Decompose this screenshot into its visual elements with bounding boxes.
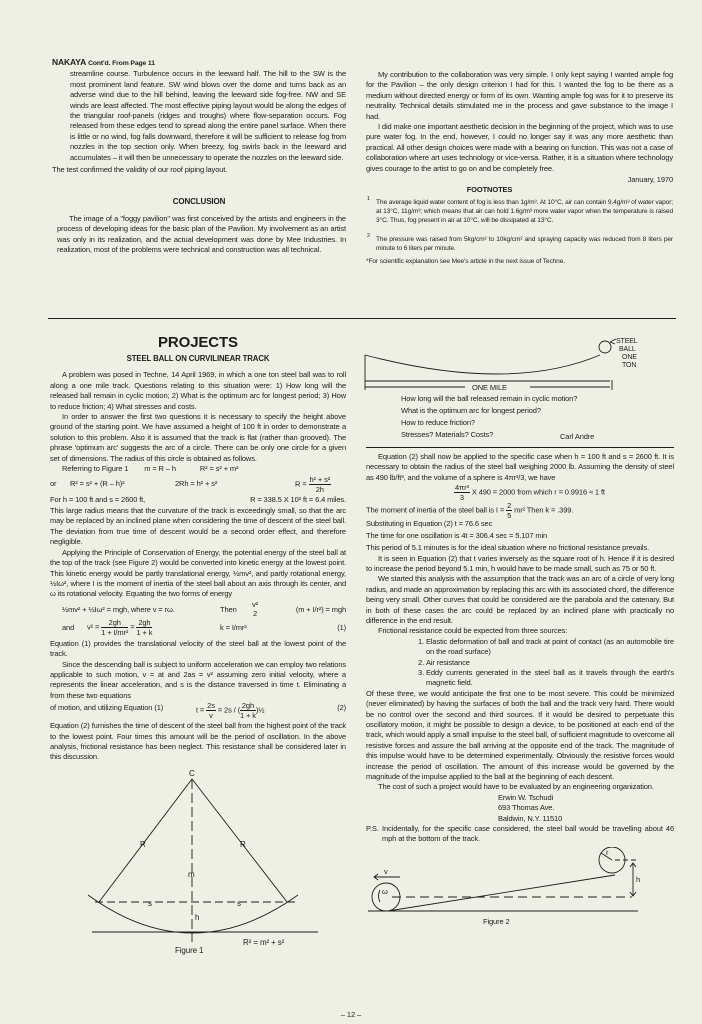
footnote-mark: 2: [367, 232, 370, 239]
nakaya-test: [52, 165, 346, 175]
paragraph: We started this analysis with the assumption that the track was an arc of a circle of very long radius, and made an approximation by replacing this arc with its associated chord, the difference being very small. Other curves that could be considered are the parabola and the catenary. But in both of these cases the arc could be replaced by an inclined plane with practically no difference in the end result.: [366, 574, 674, 625]
rotation-arrow: [379, 890, 381, 902]
figure-1-diagram: [40, 767, 350, 959]
paragraph: Equation (1) provides the translational velocity of the steel ball at the lowest point of the track.: [50, 638, 346, 659]
eq-denominator: 1 + k: [240, 711, 256, 721]
label-r: r: [606, 847, 609, 857]
paragraph: This large radius means that the curvature of the track is exceedingly small, so that the arc may be replaced by an inclined plane when considering the time of descent of the steel ball. The deviation from true time of descent would be a second order effect, and therefore negligible.: [50, 506, 346, 547]
ball-label-line: ONE: [622, 354, 637, 361]
steel-ball: [599, 341, 611, 353]
figure-1-formula: R² = m² + s²: [243, 937, 285, 947]
ball-label-line: BALL: [619, 346, 636, 353]
figure-1-caption: Figure 1: [175, 945, 204, 955]
eq-text: k = I/mr²: [220, 622, 247, 632]
andre-divider: [366, 447, 674, 448]
eq-text: ½mv² + ½Iω² = mgh, where v = rω.: [62, 604, 175, 614]
question: What is the optimum arc for longest period?: [401, 406, 541, 415]
figure-2-diagram: [360, 847, 680, 927]
projects-right-column: [366, 335, 674, 927]
paragraph: Since the descending ball is subject to uniform acceleration we can employ two relations applicable to such motion, v = at and 2as = v² assuming zero initial velocity, where a represents the linear acceleration, and s is the distance traversed in time t. Eliminating a from these two equations: [50, 659, 346, 700]
equation-row-d: [62, 600, 346, 618]
arc-track: [88, 895, 298, 933]
nakaya-body: [70, 69, 346, 163]
label-v: v: [384, 866, 388, 876]
equation-number: (1): [337, 622, 346, 632]
equation-oscillation: The time for one oscillation is 4t = 306.4 sec = 5.107 min: [366, 531, 548, 541]
list-item: 2. Air resistance: [426, 658, 674, 668]
projects-left-column: [50, 334, 346, 959]
projects-body-2: [50, 506, 346, 600]
author-address: 693 Thomas Ave.: [498, 803, 555, 813]
paragraph: streamline course. Turbulence occurs in the leeward half. The hill to the SW is the most prominent land feature. SW wind blows over the dome and turns back as an adverse wind due to the hill behind, leaving the leeward side fog-free. NW and SE winds are least affected. The most effective piping layout would be along the edges of the triangular roof-panels (ridges and troughs) where flow-separation occurs. Fog released from these edges tend to spread along the entire panel surface. When there is little or no wind, fog falls downward, therefore it will be sufficient to release fog from nozzles in the top section only. When breezy, fog swirls back in the leeward and accumulates – it will then be unnecessary to operate the nozzles on the leeward side.: [70, 69, 346, 162]
list-item: 3. Eddy currents generated in the steel ball as it travels through the earth's magnetic field.: [426, 668, 674, 689]
paragraph: A problem was posed in Techne, 14 April 1969, in which a one ton steel ball was to roll along a one mile track. Questions relating to this situation were: 1) How long will the released ball remain in cyclic motion; 2) What is the optimum arc for longest period; 3) How to reduce friction; 4) What stresses and costs.: [50, 370, 346, 411]
eq-denominator: 2h: [315, 485, 324, 495]
equation-row-c: [50, 495, 346, 506]
eq-numerator: 2s: [207, 701, 215, 711]
footnote-star: [366, 257, 673, 266]
eq-denominator: v: [209, 711, 213, 721]
eq-text: For h = 100 ft and s = 2600 ft,: [50, 495, 146, 505]
tschudi-body-1: [366, 452, 674, 483]
eq-denominator: 2: [252, 608, 258, 618]
conclusion-body: [57, 214, 346, 256]
eq-text: Then: [220, 604, 237, 614]
continued-note: Cont'd. From Page 11: [88, 60, 155, 67]
postscript: [366, 824, 674, 845]
eq-text: R =: [295, 479, 307, 489]
signature-block: [498, 793, 674, 824]
paragraph: In order to answer the first two questions it is necessary to specify the height above ground of the starting point. We have assumed a height of 100 ft in order to demonstrate a solution to this problem. Also it is assumed that the track is flat (rather than grooved). The phrase 'optimum arc' suggests the arc of a circle. There can be only one circle for a given set of dimensions. The radius of this circle is obtained as follows.: [50, 412, 346, 463]
footnote-mark: *: [366, 258, 369, 266]
label-m: m: [188, 869, 195, 879]
eq-denominator: 3: [459, 493, 464, 503]
equation-inertia: [366, 501, 674, 519]
paragraph: The cost of such a project would have to be evaluated by an engineering organization.: [378, 782, 654, 792]
eq-text: mr² Then k = .399.: [514, 505, 574, 515]
eq-text: =: [130, 622, 135, 632]
eq-numerator: 2gh: [241, 701, 255, 711]
label-omega: ω: [382, 886, 388, 896]
eq-text: R² = s² + m²: [199, 464, 239, 474]
eq-text: R = 338.5 X 10² ft = 6.4 miles.: [250, 495, 346, 505]
eq-text: The moment of inertia of the steel ball is I =: [366, 505, 505, 515]
label-h: h: [636, 874, 641, 884]
eq-numerator: 2gh: [101, 618, 128, 628]
eq-text: X 490 = 2000 from which r = 0.9916 ≈ 1 ft: [471, 487, 605, 497]
footnotes-title: FOOTNOTES: [466, 185, 513, 195]
eq-numerator: 4πr³: [455, 483, 469, 493]
question: Stresses? Materials? Costs?: [401, 430, 494, 439]
article-heading: NAKAYA: [52, 57, 87, 67]
projects-body-3: [50, 639, 346, 701]
figure-2-caption: Figure 2: [483, 916, 510, 926]
footnote-1: [367, 195, 673, 226]
equation-row-f: [50, 701, 346, 721]
footnote-text: The pressure was raised from 5kg/cm² to 10kg/cm² and spraying capacity was reduced from 8 liters per minute to 6 liters per minute.: [376, 235, 673, 253]
one-mile-label: ONE MILE: [472, 383, 507, 392]
author-name: Erwin W. Tschudi: [498, 792, 554, 802]
track-curve: [365, 355, 600, 374]
footnote-mark: 1: [367, 195, 370, 202]
eq-text: 2Rh = h² + s²: [175, 479, 218, 489]
eq-text: and: [62, 622, 75, 632]
equation-row-a: [50, 464, 346, 475]
nakaya-left-column: [52, 57, 346, 256]
eq-text: m = R – h: [144, 464, 176, 474]
paragraph: This period of 5.1 minutes is for the ideal situation where no frictional resistance prevails.: [366, 543, 650, 553]
eq-denominator: 1 + I/mr²: [101, 627, 129, 637]
eq-denominator: 1 + k: [136, 627, 153, 637]
equation-row-b: [50, 475, 346, 495]
footnote-2: [367, 232, 673, 254]
equation-number: (2): [337, 703, 346, 713]
ball-label-line: STEEL: [616, 338, 638, 345]
andre-author: Carl Andre: [560, 432, 595, 441]
eq-numerator: v²: [252, 599, 259, 609]
label-r-left: R: [140, 839, 146, 849]
page-number: – 12 –: [340, 1010, 362, 1019]
paragraph: I did make one important aesthetic decision in the beginning of the project, which was to use pure water fog. In the end, however, I could no longer say it was any more aesthetic than practical. All other design choices were made with a bearing on function. This was not a case of collaboration where art uses technology or vice-versa. Rather, it is a situation where technology gives courage to the artist to go on and be completely free.: [366, 122, 673, 173]
footnote-text: The average liquid water content of fog is less than 1g/m³. At 10°C, air can contain 9.4g/m³ of water vapor; at 13°C, 11g/m³; which means that air can hold 1.6g/m³ more water vapor when the temperature is raised 3°C. Thus, fog present in air at 10°C, will be dissipated at 13°C.: [376, 198, 673, 225]
question: How long will the ball released remain in cyclic motion?: [401, 394, 578, 403]
paragraph: My contribution to the collaboration was very simple. I only kept saying I wanted ample fog for the Pavilion – the only design criterion I had for this. I wanted the fog to be there as a medium without directed energy or form of its own. Wanting ample fog was for it to preserve its neutrality. Technical details stimulated me in the process and gave substance to the image I had.: [366, 70, 673, 121]
ps-text: Incidentally, for the specific case considered, the steel ball would be travelling about 46 mph at the bottom of the track.: [382, 824, 674, 844]
article-date: January, 1970: [627, 175, 673, 185]
projects-intro: [50, 370, 346, 464]
label-c: C: [189, 768, 195, 778]
eq-text: or: [50, 479, 57, 489]
question: How to reduce friction?: [401, 418, 475, 427]
eq-text: R² = s² + (R – h)²: [70, 479, 125, 489]
andre-questions: [401, 393, 674, 441]
eq-text: of motion, and utilizing Equation (1): [50, 703, 164, 713]
tschudi-body-2: [366, 543, 674, 793]
eq-text: (m + I/r²) = mgh: [295, 604, 346, 614]
paragraph: Applying the Principle of Conservation of Energy, the potential energy of the steel ball at the top of the track (see Figure 2) would be converted into kinetic energy at the lowest point. This kinetic energy would be partly translational energy, ½mv², and partly rotational energy, ½Iω², where I is the moment of inertia of the steel ball about an axis through its center, and ω its rotational velocity. Equating the two forms of energy: [50, 547, 346, 599]
equation-row-e: [62, 618, 346, 639]
nakaya-right-column: [366, 70, 673, 267]
eq-text: t =: [196, 705, 205, 715]
paragraph: The image of a "foggy pavilion" was first conceived by the artists and engineers in the process of developing ideas for the basic plan of the Pavilion. My involvement as an artist was only in its realization, and the actual development was done by Mee Industries. In realization, most of the problems were technical and construction was all technical.: [57, 213, 346, 255]
eq-text: )½: [255, 705, 265, 715]
eq-numerator: 2: [507, 501, 512, 511]
conclusion-title: CONCLUSION: [172, 197, 226, 207]
paragraph: It is seen in Equation (2) that t varies inversely as the square root of h. Hence if it is desired to increase the period beyond 5.1 min, h would have to be made small, such as 75 or 50 ft.: [366, 553, 674, 573]
eq-text: v² =: [87, 622, 100, 632]
ps-mark: P.S.: [366, 824, 379, 834]
projects-title: PROJECTS: [158, 334, 238, 351]
author-city: Baldwin, N.Y. 11510: [498, 813, 563, 823]
paragraph: Equation (2) shall now be applied to the specific case when h = 100 ft and s = 2600 ft. It is necessary to obtain the radius of the steel ball weighing 2000 lb. Assuming the density of steel as 490 lb/ft³, and the volume of a sphere is 4πr³/3, we have: [366, 451, 674, 482]
projects-body-4: [50, 721, 346, 763]
label-s-right: s: [237, 898, 241, 908]
paragraph: Frictional resistance could be expected from three sources:: [378, 626, 568, 636]
projects-subtitle: STEEL BALL ON CURVILINEAR TRACK: [126, 354, 270, 363]
incline-track: [388, 875, 615, 911]
eq-numerator: 2gh: [138, 617, 151, 627]
track-diagram: [360, 335, 680, 393]
label-r-right: R: [240, 839, 246, 849]
footnote-text: For scientific explanation see Mee's article in the next issue of Techne.: [368, 258, 565, 266]
eq-text: = 2s / (: [217, 705, 240, 715]
paragraph: The test confirmed the validity of our roof piping layout.: [52, 165, 228, 175]
section-divider: [48, 318, 676, 319]
list-item: 1. Elastic deformation of ball and track at point of contact (as an automobile tire on the road surface): [426, 637, 674, 658]
eq-text: Referring to Figure 1: [62, 464, 129, 474]
label-h: h: [195, 912, 200, 922]
paragraph: Equation (2) furnishes the time of descent of the steel ball from the highest point of the track to the lowest point. Four times this amount will be the period of oscillation. In the above analysis, frictional resistance has been neglect. This resistance shall be considered later in this discussion.: [50, 721, 346, 762]
nakaya-right-body: [366, 70, 673, 174]
equation-substitute: Substituting in Equation (2) t = 76.6 sec: [366, 519, 493, 529]
label-s-left: s: [148, 898, 152, 908]
equation-volume: [454, 483, 674, 501]
paragraph: Of these three, we would anticipate the first one to be most severe. This could be minimized (never eliminated) by having the surfaces of both the ball and the track very hard. There would be no control over the second and third sources. If it would be desired to perpetuate this oscillatory motion, it might be possible to design a device, to be positioned at each end of the track, which would apply a small impulse to the steel ball, of sufficient magnitude to overcome all resistive forces and assure the ball arriving at the opposite end of the track. The magnitude of this impulse would have to be determined experimentally. Obviously the resistive forces would increase the period of oscillation. The amount of this increase would be governed by the magnitude of the impulse applied to the ball at the beginning of each descent.: [366, 688, 674, 782]
nakaya-heading: [52, 57, 346, 69]
eq-numerator: h² + s²: [309, 475, 331, 485]
ball-label-line: TON: [622, 362, 637, 369]
eq-denominator: 5: [507, 511, 512, 521]
